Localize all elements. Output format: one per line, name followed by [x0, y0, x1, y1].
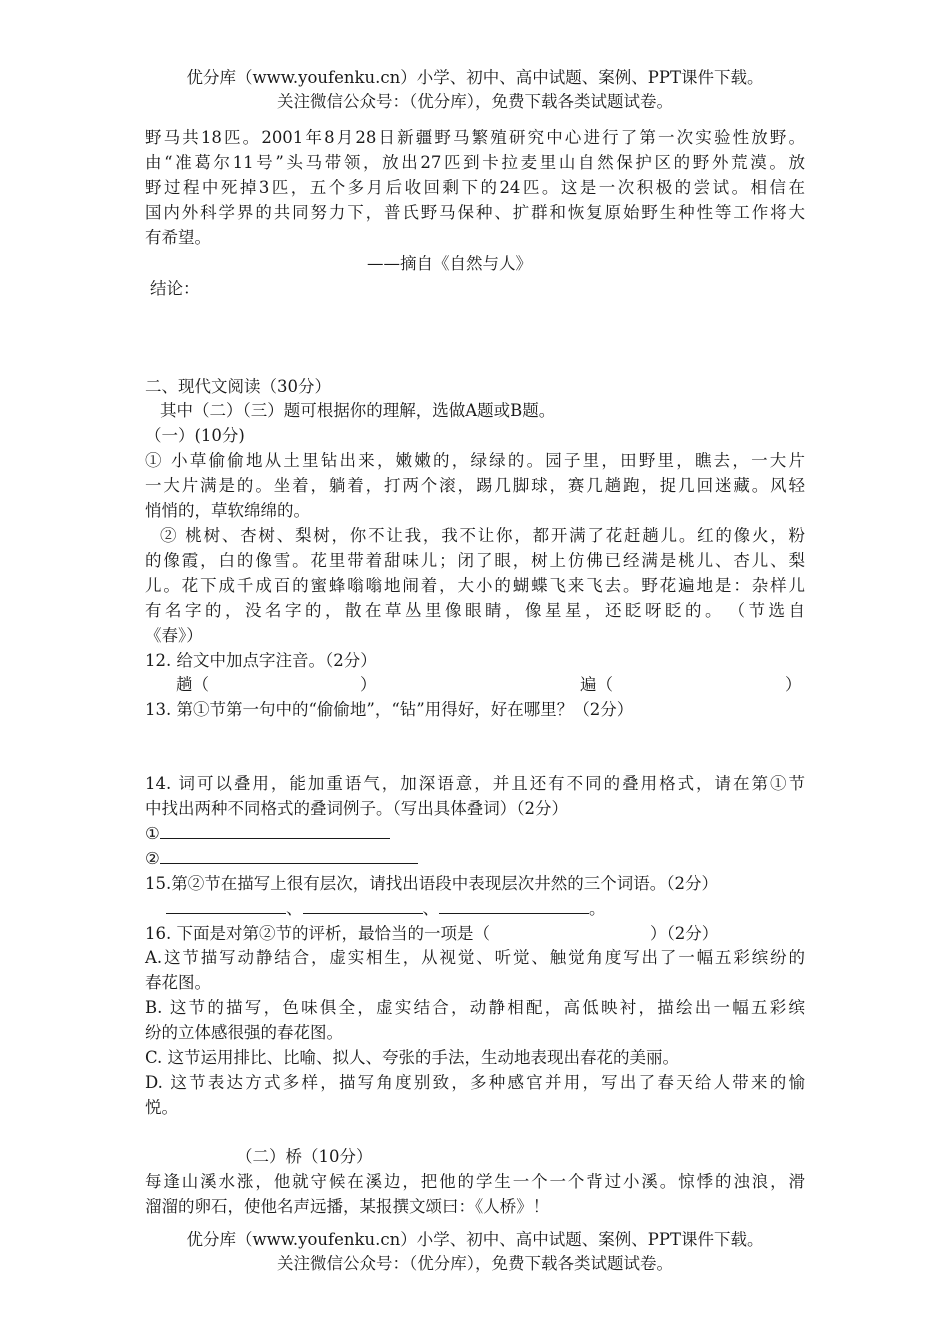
question-14-line: 14. 词可以叠用，能加重语气，加深语意，并且还有不同的叠用格式，请在第①节	[145, 774, 805, 793]
question-16: 16. 下面是对第②节的评析，最恰当的一项是（	[145, 924, 490, 943]
question-15: 15.第②节在描写上很有层次，请找出语段中表现层次井然的三个词语。（2分）	[145, 874, 718, 893]
section-title: 二、现代文阅读（30分）	[145, 377, 331, 396]
question-14-line: 中找出两种不同格式的叠词例子。（写出具体叠词）（2分）	[145, 799, 568, 818]
q12-answer-b-close: ）	[785, 675, 802, 694]
q14-answer-2-label: ②	[145, 849, 160, 868]
passage-line: 由“准葛尔11号”头马带领，放出27匹到卡拉麦里山自然保护区的野外荒漠。放	[145, 153, 805, 172]
section-instruction: 其中（二）（三）题可根据你的理解，选做A题或B题。	[160, 401, 556, 420]
q14-answer-2[interactable]	[145, 847, 418, 871]
part-2-line: 溜溜的卵石，使他名声远播，某报撰文颂曰：《人桥》！	[145, 1197, 550, 1216]
page-header	[0, 66, 950, 114]
footer-line-2: 关注微信公众号：（优分库），免费下载各类试题试卷。	[277, 1254, 673, 1273]
footer-line-1: 优分库（www.youfenku.cn）小学、初中、高中试题、案例、PPT课件下载。	[186, 1230, 764, 1249]
question-16-suffix: ）（2分）	[650, 924, 719, 943]
q12-answer-b-open: 遍（	[580, 675, 613, 694]
q14-answer-1-blank[interactable]	[160, 822, 390, 839]
para-2-line: 的像霞，白的像雪。花里带着甜味儿；闭了眼，树上仿佛已经满是桃儿、杏儿、梨	[145, 551, 805, 570]
q15-answer-blank[interactable]	[439, 897, 589, 914]
page-footer	[0, 1228, 950, 1276]
conclusion-label: 结论：	[150, 279, 200, 298]
para-2-line: 有名字的，没名字的，散在草丛里像眼睛，像星星，还眨呀眨的。 （节选自	[145, 601, 805, 620]
q16-option-line: 悦。	[145, 1098, 178, 1117]
q16-option-line: B. 这节的描写，色味俱全，虚实结合，动静相配，高低映衬，描绘出一幅五彩缤	[145, 998, 805, 1017]
para-2-line: 《春》）	[145, 626, 203, 645]
q15-separator: 、	[286, 899, 303, 918]
para-1-line: 一大片满是的。坐着，躺着，打两个滚，踢几脚球，赛几趟跑，捉几回迷藏。风轻	[145, 476, 805, 495]
passage-line: 野马共18匹。2001年8月28日新疆野马繁殖研究中心进行了第一次实验性放野。	[145, 128, 805, 147]
part-2-title: （二）桥（10分）	[236, 1147, 373, 1166]
q14-answer-2-blank[interactable]	[160, 847, 418, 864]
q12-answer-a-open: 趟（	[176, 675, 209, 694]
q16-option-line: 春花图。	[145, 973, 211, 992]
question-12: 12. 给文中加点字注音。（2分）	[145, 651, 377, 670]
q16-option-line: C. 这节运用排比、比喻、拟人、夸张的手法，生动地表现出春花的美丽。	[145, 1048, 680, 1067]
q14-answer-1-label: ①	[145, 824, 160, 843]
q16-option-line: 纷的立体感很强的春花图。	[145, 1023, 343, 1042]
passage-source: ——摘自《自然与人》	[367, 254, 532, 273]
q12-answer-a-close: ）	[360, 675, 377, 694]
question-13: 13. 第①节第一句中的“偷偷地”，“钻”用得好，好在哪里？（2分）	[145, 700, 634, 719]
passage-line: 国内外科学界的共同努力下，普氏野马保种、扩群和恢复原始野生种性等工作将大	[145, 203, 805, 222]
passage-line: 有希望。	[145, 228, 211, 247]
para-1-line: 悄悄的，草软绵绵的。	[145, 501, 310, 520]
q16-option-line: D. 这节表达方式多样，描写角度别致，多种感官并用，写出了春天给人带来的愉	[145, 1073, 805, 1092]
part-1-title: （一）(10分)	[145, 426, 245, 445]
q16-option-line: A.这节描写动静结合，虚实相生，从视觉、听觉、触觉角度写出了一幅五彩缤纷的	[145, 948, 805, 967]
para-2-line: ② 桃树、杏树、梨树，你不让我，我不让你，都开满了花赶趟儿。红的像火，粉	[160, 526, 805, 545]
header-line-1: 优分库（www.youfenku.cn）小学、初中、高中试题、案例、PPT课件下载。	[186, 68, 764, 87]
q15-separator: 、	[422, 899, 439, 918]
passage-line: 野过程中死掉3匹，五个多月后收回剩下的24匹。这是一次积极的尝试。相信在	[145, 178, 805, 197]
q15-answer-blank[interactable]	[303, 897, 423, 914]
part-2-line: 每逢山溪水涨，他就守候在溪边，把他的学生一个一个背过小溪。惊悸的浊浪，滑	[145, 1172, 805, 1191]
para-1-line: ① 小草偷偷地从土里钻出来，嫩嫩的，绿绿的。园子里，田野里，瞧去，一大片	[145, 451, 805, 470]
q15-answers[interactable]	[166, 897, 606, 921]
q14-answer-1[interactable]	[145, 822, 390, 846]
q15-end: 。	[589, 899, 606, 918]
header-line-2: 关注微信公众号：（优分库），免费下载各类试题试卷。	[277, 92, 673, 111]
para-2-line: 儿。花下成千成百的蜜蜂嗡嗡地闹着，大小的蝴蝶飞来飞去。野花遍地是：杂样儿	[145, 576, 805, 595]
q15-answer-blank[interactable]	[166, 897, 286, 914]
